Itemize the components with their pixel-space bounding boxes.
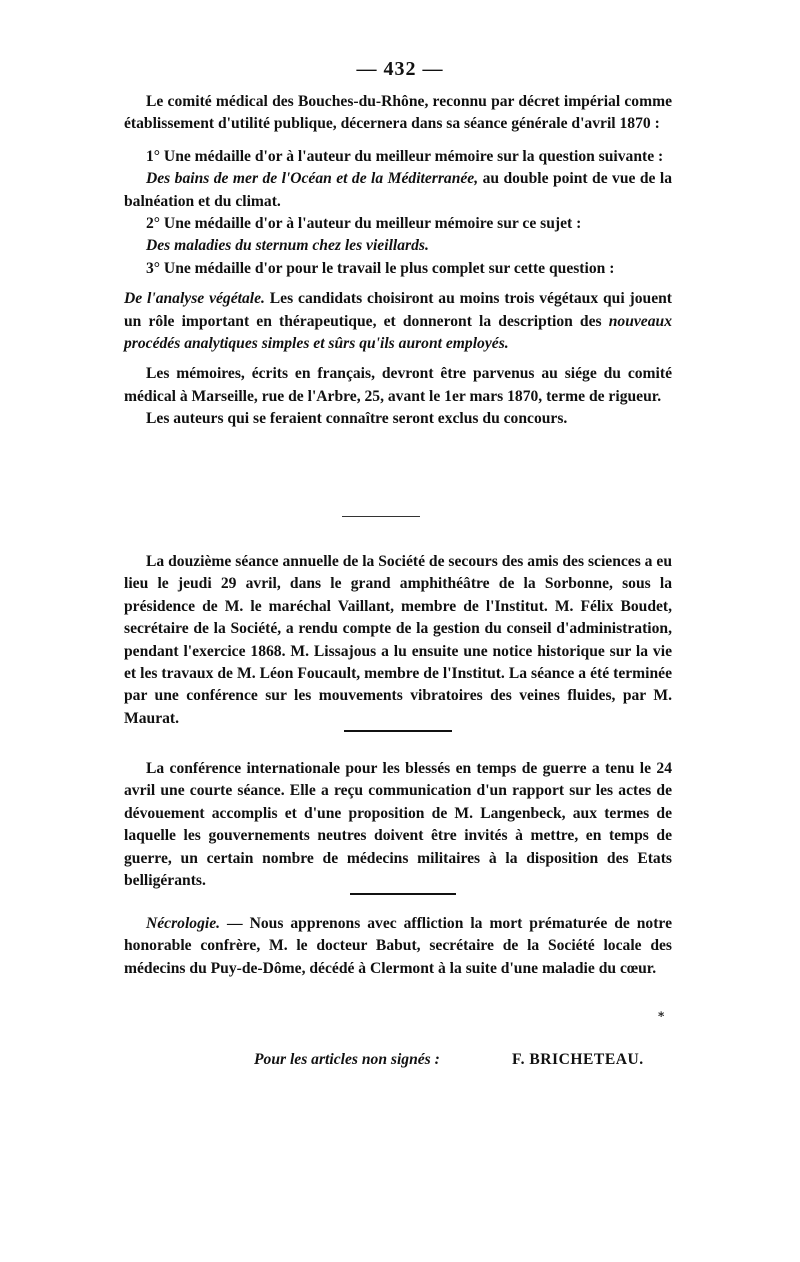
prize3-topic: De l'analyse végétale. bbox=[124, 290, 265, 308]
necrologie-label: Nécrologie. bbox=[146, 915, 221, 932]
prize3-italic: nouveaux procédés analytiques simples et sûrs qu'ils auront employés. bbox=[124, 312, 672, 353]
separator-rule bbox=[350, 893, 456, 895]
necrologie-section bbox=[124, 913, 672, 980]
separator-rule bbox=[344, 730, 452, 732]
comite-intro: Le comité médical des Bouches-du-Rhône, reconnu par décret impérial comme établissement d'utilité publique, décernera dans sa séance générale d'avril 1870 : bbox=[124, 93, 672, 133]
necrologie-text: — Nous apprenons avec affliction la mort prématurée de notre honorable confrère, M. le docteur Babut, secrétaire de la Société locale des médecins du Puy-de-Dôme, décédé à Clermont à la suite d'une maladie du cœur. bbox=[124, 915, 672, 977]
seance-paragraph: La douzième séance annuelle de la Société de secours des amis des sciences a eu lieu le jeudi 29 avril, dans le grand amphithéâtre de la Sorbonne, sous la présidence de M. le maréchal Vaillant, membre de l'Institut. M. Félix Boudet, secrétaire de la Société, a rendu compte de la gestion du conseil d'administration, pendant l'exercice 1868. M. Lissajous a lu ensuite une notice historique sur la vie et les travaux de M. Léon Foucault, membre de l'Institut. La séance a été terminée par une conférence sur les mouvements vibratoires des veines fluides, par M. Maurat. bbox=[124, 553, 672, 727]
prize2-topic: Des maladies du sternum chez les vieillards. bbox=[146, 237, 429, 255]
prize1-intro: 1° Une médaille d'or à l'auteur du meilleur mémoire sur la question suivante : bbox=[146, 147, 664, 165]
seance-section bbox=[124, 551, 672, 730]
comite-section bbox=[124, 91, 672, 431]
signature-label: Pour les articles non signés : bbox=[254, 1051, 440, 1068]
signature-line bbox=[254, 1051, 674, 1069]
prize1-paragraph bbox=[124, 168, 672, 213]
prize3-paragraph bbox=[124, 288, 672, 355]
exclusion-paragraph: Les auteurs qui se feraient connaître seront exclus du concours. bbox=[146, 410, 568, 428]
prize2-intro: 2° Une médaille d'or à l'auteur du meilleur mémoire sur ce sujet : bbox=[146, 215, 582, 233]
margin-mark: ⁎ bbox=[658, 1006, 665, 1020]
prize3-intro: 3° Une médaille d'or pour le travail le plus complet sur cette question : bbox=[146, 259, 615, 277]
conference-section bbox=[124, 758, 672, 892]
prize1-topic: Des bains de mer de l'Océan et de la Méditerranée, bbox=[146, 170, 479, 188]
necrologie-paragraph bbox=[124, 913, 672, 980]
page-number: — 432 — bbox=[356, 58, 444, 80]
separator-rule bbox=[342, 516, 420, 517]
memoires-paragraph: Les mémoires, écrits en français, devront être parvenus au siége du comité médical à Marseille, rue de l'Arbre, 25, avant le 1er mars 1870, terme de rigueur. bbox=[124, 365, 672, 405]
prize1-rest: au double point de vue de la balnéation et du climat. bbox=[124, 170, 673, 210]
signature-name: F. BRICHETEAU. bbox=[512, 1051, 644, 1068]
prize3-text: Les candidats choisiront au moins trois végétaux qui jouent un rôle important en thérapeutique, et donneront la description des bbox=[124, 290, 672, 330]
conference-paragraph: La conférence internationale pour les blessés en temps de guerre a tenu le 24 avril une courte séance. Elle a reçu communication d'un rapport sur les actes de dévouement accomplis et d'une proposition de M. Langenbeck, aux termes de laquelle les gouvernements neutres doivent être invités à mettre, en temps de guerre, un certain nombre de médecins militaires à la disposition des Etats belligérants. bbox=[124, 760, 672, 890]
